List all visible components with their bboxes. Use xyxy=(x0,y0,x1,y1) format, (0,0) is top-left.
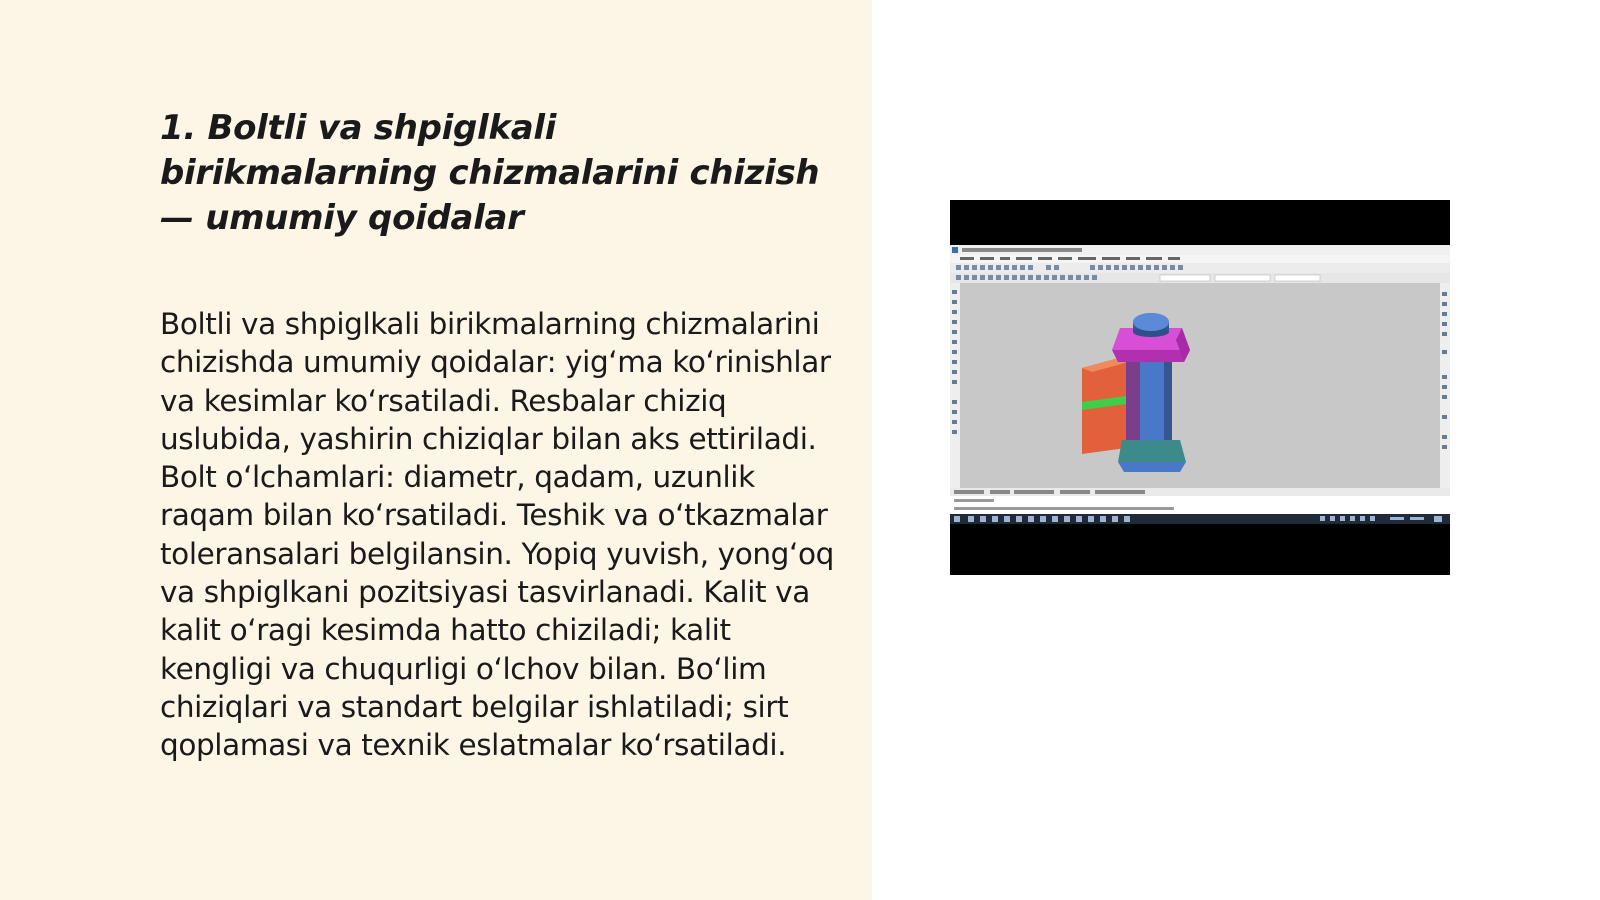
slide-body-text: Boltli va shpiglkali birikmalarning chizmalarini chizishda umumiy qoidalar: yig‘ma ko‘rinishlar va kesimlar ko‘rsatiladi. Resbalar chiziq uslubida, yashirin chiziqlar bilan aks ettiriladi. Bolt o‘lchamlari: diametr, qadam, uzunlik raqam bilan ko‘rsatiladi. Teshik va o‘tkazmalar toleransalari belgilansin. Yopiq yuvish, yong‘oq va shpiglkani pozitsiyasi tasvirlanadi. Kalit va kalit o‘ragi kesimda hatto chiziladi; kalit kengligi va chuqurligi o‘lchov bilan. Bo‘lim chiziqlari va standart belgilar ishlatiladi; sirt qoplamasi va texnik eslatmalar ko‘rsatiladi. xyxy=(160,307,834,763)
slide-title: 1. Boltli va shpiglkali birikmalarning chizmalarini chizish — umumiy qoidalar xyxy=(160,108,820,238)
cad-screenshot-image xyxy=(950,200,1450,575)
cad-window-icon xyxy=(950,200,1450,575)
